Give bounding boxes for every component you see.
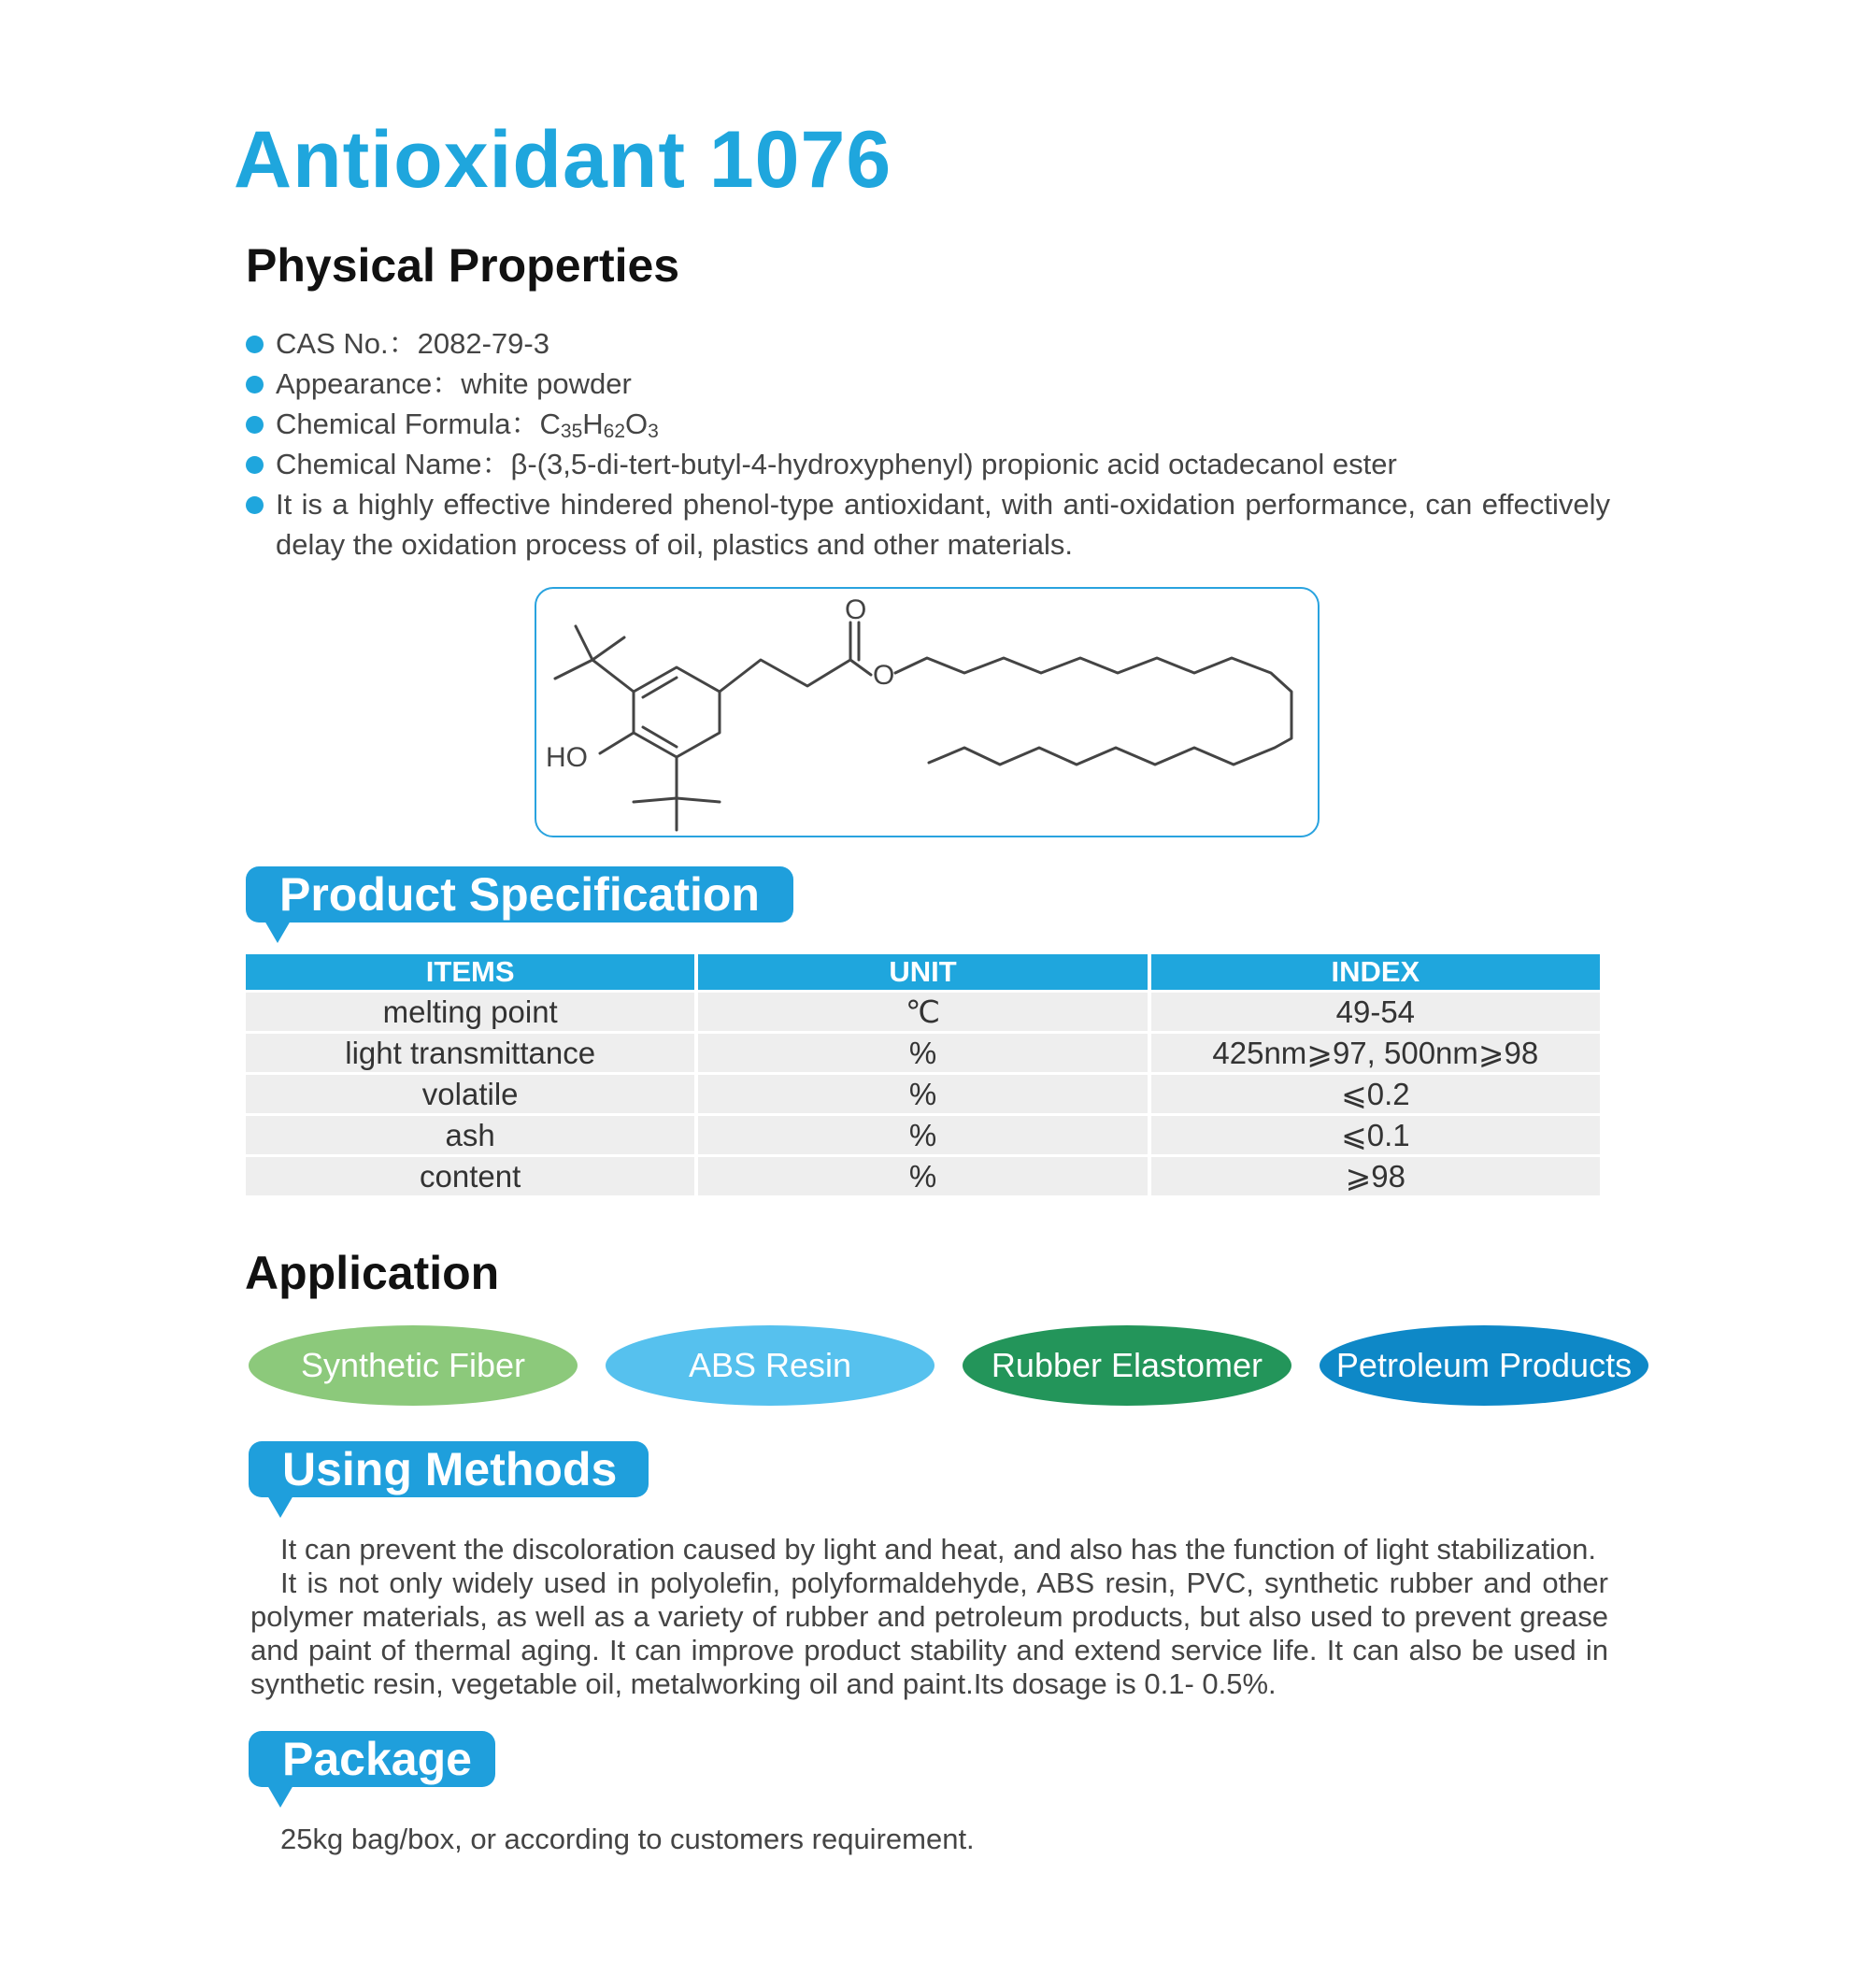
bullet-dot-icon [246, 416, 264, 434]
formula-o-count: 3 [648, 421, 659, 442]
table-row [246, 1116, 1600, 1154]
physical-properties-list [246, 323, 1610, 565]
product-specification-banner [246, 866, 793, 922]
using-methods-heading: Using Methods [282, 1443, 618, 1495]
banner-tail-icon [267, 1495, 293, 1518]
cell-item: volatile [246, 1075, 694, 1113]
page-title: Antioxidant 1076 [234, 115, 892, 205]
package-banner [249, 1731, 495, 1787]
bullet-dot-icon [246, 456, 264, 474]
using-methods-text [250, 1533, 1608, 1701]
formula-o: O [625, 408, 649, 440]
property-appearance [246, 364, 1610, 404]
bullet-dot-icon [246, 336, 264, 353]
header-items: ITEMS [246, 954, 694, 990]
appearance-label: Appearance： [276, 367, 462, 400]
physical-properties-heading: Physical Properties [246, 239, 680, 292]
formula-h: H [582, 408, 604, 440]
cell-unit: % [698, 1034, 1147, 1072]
ester-oxygen-label: O [873, 660, 895, 691]
bullet-dot-icon [246, 376, 264, 393]
cell-index: ⩾98 [1151, 1157, 1600, 1195]
methods-paragraph-2: It is not only widely used in polyolefin, polyformaldehyde, ABS resin, PVC, synthetic rubber and other polymer materials, as well as a variety of rubber and petroleum products, but also used to prevent grease and paint of thermal aging. It can improve product stability and extend service life. It can also be used in synthetic resin, vegetable oil, metalworking oil and paint.Its dosage is 0.1- 0.5%. [250, 1566, 1608, 1700]
pill-label: Petroleum Products [1335, 1346, 1633, 1384]
banner-tail-icon [267, 1785, 293, 1808]
cell-item: content [246, 1157, 694, 1195]
banner-tail-icon [264, 921, 291, 943]
carbonyl-oxygen-label: O [845, 594, 867, 625]
using-methods-banner [249, 1441, 649, 1497]
product-specification-heading: Product Specification [279, 868, 760, 921]
appearance-value: white powder [461, 367, 632, 400]
pill-label: Rubber Elastomer [991, 1346, 1263, 1384]
chemical-structure-frame [535, 587, 1320, 837]
table-row [246, 1034, 1600, 1072]
formula-c-count: 35 [560, 421, 583, 442]
cell-item: melting point [246, 993, 694, 1031]
package-text: 25kg bag/box, or according to customers requirement. [280, 1823, 975, 1855]
cell-unit: ℃ [698, 993, 1147, 1031]
cas-label: CAS No.： [276, 327, 418, 360]
cell-unit: % [698, 1075, 1147, 1113]
chem-name-label: Chemical Name： [276, 448, 511, 480]
cell-item: ash [246, 1116, 694, 1154]
property-formula [246, 404, 1610, 444]
cell-index: 49-54 [1151, 993, 1600, 1031]
formula-label: Chemical Formula： [276, 408, 540, 440]
cell-unit: % [698, 1157, 1147, 1195]
application-pill-synthetic-fiber [249, 1325, 578, 1406]
application-pill-rubber-elastomer [963, 1325, 1291, 1406]
bullet-dot-icon [246, 496, 264, 514]
chemical-structure-diagram [536, 589, 1318, 836]
cell-unit: % [698, 1116, 1147, 1154]
formula-h-count: 62 [603, 421, 626, 442]
chem-name-value: β-(3,5-di-tert-butyl-4-hydroxyphenyl) propionic acid octadecanol ester [510, 448, 1397, 480]
property-chemical-name [246, 444, 1610, 484]
table-row [246, 1075, 1600, 1113]
header-unit: UNIT [698, 954, 1147, 990]
formula-c: C [539, 408, 561, 440]
cell-item: light transmittance [246, 1034, 694, 1072]
application-pill-abs-resin [606, 1325, 934, 1406]
specification-table [242, 951, 1604, 1198]
methods-paragraph-1: It can prevent the discoloration caused by light and heat, and also has the function of light stabilization. [280, 1533, 1596, 1566]
application-pill-petroleum-products [1320, 1325, 1648, 1406]
application-heading: Application [245, 1247, 500, 1299]
pill-label: ABS Resin [688, 1346, 852, 1384]
cell-index: ⩽0.1 [1151, 1116, 1600, 1154]
package-heading: Package [282, 1733, 472, 1785]
table-row [246, 993, 1600, 1031]
property-cas [246, 323, 1610, 364]
description-text: It is a highly effective hindered phenol-type antioxidant, with anti-oxidation performance, can effectively delay the oxidation process of oil, plastics and other materials. [276, 488, 1610, 561]
header-index: INDEX [1151, 954, 1600, 990]
hydroxyl-label: HO [546, 742, 588, 773]
cell-index: ⩽0.2 [1151, 1075, 1600, 1113]
cell-index: 425nm⩾97, 500nm⩾98 [1151, 1034, 1600, 1072]
table-header-row [246, 954, 1600, 990]
pill-label: Synthetic Fiber [300, 1346, 526, 1384]
table-row [246, 1157, 1600, 1195]
property-description [246, 484, 1610, 565]
cas-value: 2082-79-3 [417, 327, 549, 360]
